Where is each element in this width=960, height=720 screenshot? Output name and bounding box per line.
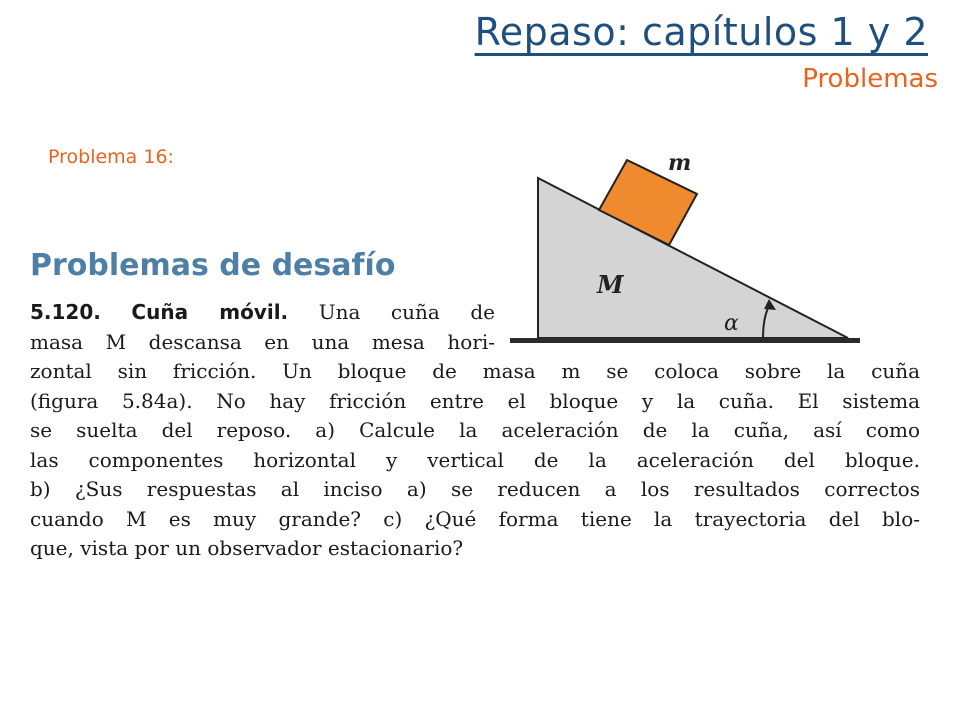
text-line-6: las componentes horizontal y vertical de la aceleración del bloque. bbox=[30, 447, 920, 472]
section-heading: Problemas de desafío bbox=[30, 248, 396, 283]
text-line-7: b) ¿Sus respuestas al inciso a) se reducen a los resultados correctos bbox=[30, 477, 920, 501]
problem-name: Cuña móvil. bbox=[131, 300, 289, 324]
text-line-9: que, vista por un observador estacionario? bbox=[30, 536, 464, 560]
text-line-3: zontal sin fricción. Un bloque de masa m se coloca sobre la cuña bbox=[30, 359, 920, 383]
text-line-8: cuando M es muy grande? c) ¿Qué forma tiene la trayectoria del blo- bbox=[30, 506, 920, 531]
problem-label: Problema 16: bbox=[48, 146, 174, 168]
page-title: Repaso: capítulos 1 y 2 bbox=[474, 10, 928, 54]
page-subtitle: Problemas bbox=[802, 64, 938, 94]
text-line-1 bbox=[30, 298, 495, 328]
text-line-1-content: Una cuña de bbox=[318, 300, 496, 324]
text-line-2: masa M descansa en una mesa hori- bbox=[30, 329, 495, 354]
wedge-label: M bbox=[597, 270, 624, 299]
problem-text bbox=[30, 298, 920, 564]
text-line-5: se suelta del reposo. a) Calcule la aceleración de la cuña, así como bbox=[30, 418, 920, 442]
text-line-4: (figura 5.84a). No hay fricción entre el bloque y la cuña. El sistema bbox=[30, 388, 920, 413]
angle-label: α bbox=[724, 311, 739, 336]
problem-number: 5.120. bbox=[30, 300, 101, 324]
block-label: m bbox=[668, 150, 692, 176]
